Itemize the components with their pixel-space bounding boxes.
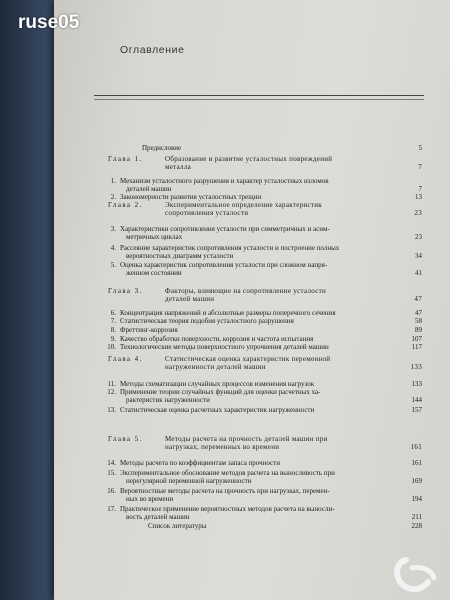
toc-entry-number: 11. [107,380,116,388]
toc-chapter-label: Глава 3. [108,287,143,295]
toc-page-number: 133 [411,380,422,388]
toc-entry-number: 5. [110,261,116,269]
toc-entry-title: ных во времени [126,495,174,503]
toc-entry-title: Статистическая оценка расчетных характеристик нагруженности [120,406,315,414]
toc-entry-title: нерегулярной переменной нагруженности [126,477,252,485]
toc-page-number: 144 [411,396,422,404]
toc-page-number: 169 [411,477,422,485]
toc-entry-number: 12. [107,388,116,396]
seller-watermark: ruse05 [18,12,80,33]
toc-entry-number: 16. [107,487,116,495]
toc-page-number: 47 [414,295,422,303]
toc-entry-title: Экспериментальное определение характеристик [165,201,322,209]
toc-entry-number: 17. [107,505,116,513]
toc-entry-title: Предисловие [142,144,182,152]
toc-entry-title: Характеристики сопротивления усталости при симметричных и асим- [120,225,330,233]
toc-page-number: 23 [415,233,422,241]
toc-chapter-label: Глава 2. [108,201,143,209]
toc-entry-number: 7. [110,317,116,325]
toc-entry-title: метричных циклах [126,233,183,241]
toc-page-number: 228 [411,522,422,530]
toc-entry-title: вость деталей машин [126,513,190,521]
toc-page-number: 161 [410,443,422,451]
toc-page-number: 107 [411,335,422,343]
toc-entry-title: Концентрация напряжений и абсолютные размеры поперечного сечения [120,309,336,317]
toc-entry-title: нагруженности деталей машин [165,363,266,371]
toc-entry-title: Фреттинг-коррозия [120,326,178,334]
toc-entry-title: Список литературы [148,522,207,530]
toc-entry-title: Методы схематизации случайных процессов изменения нагрузок [120,380,315,388]
toc-entry-title: Технологические методы поверхностного упрочнения деталей машин [120,343,329,351]
toc-entry-number: 1. [110,177,116,185]
toc-entry-title: Оценка характеристик сопротивления усталости при сложном напря- [120,261,328,269]
toc-entry-title: нагрузках, переменных во времени [165,443,280,451]
toc-page-number: 89 [415,326,422,334]
toc-entry-title: Статистическая теория подобия усталостного разрушения [120,317,294,325]
toc-page-number: 13 [415,193,422,201]
toc-entry-title: Рассеяние характеристик сопротивления усталости и построение полных [120,244,340,252]
toc-page-number: 117 [411,343,422,351]
toc-entry-number: 8. [110,326,116,334]
toc-entry-title: Механизм усталостного разрушения и характер усталостных изломов [120,177,329,185]
bazar-logo [392,556,440,594]
toc-entry-title: Экспериментальное обоснование методов расчета на выносливость при [120,469,335,477]
toc-page-number: 7 [418,185,422,193]
toc-entry-title: женном состоянии [126,269,182,277]
toc-page-number: 194 [411,495,422,503]
toc-entry-title: Практическое применение вероятностных методов расчета на выносли- [120,505,335,513]
toc-page-number: 58 [415,317,422,325]
toc-entry-title: Закономерности развития усталостных трещин [120,193,262,201]
toc-entry-title: рактеристик нагруженности [126,396,210,404]
toc-entry-title: Качество обработки поверхности, коррозия и частота испытания [120,335,314,343]
toc-page-number: 133 [410,363,422,371]
toc-page-number: 41 [415,269,422,277]
toc-chapter-label: Глава 1. [108,155,143,163]
toc-entry-title: Применение теории случайных функций для оценки расчетных ха- [120,388,321,396]
toc-entry-number: 9. [110,335,116,343]
toc-entry-title: деталей машин [165,295,215,303]
toc-entry-title: Методы расчета по коэффициентам запаса прочности [120,459,280,467]
toc-entry-title: Методы расчета на прочность деталей машин при [165,435,328,443]
toc-entry-number: 10. [107,343,116,351]
toc-entry-title: деталей машин [126,185,172,193]
toc-entry-title: металла [165,163,192,171]
toc-page-number: 211 [411,513,422,521]
toc-page-number: 161 [411,459,422,467]
toc-entry-number: 4. [110,244,116,252]
toc-entry-title: сопротивления усталости [165,209,249,217]
toc-entry-number: 2. [110,193,116,201]
toc-entry-number: 14. [107,459,116,467]
toc-entry-number: 3. [110,225,116,233]
toc-entry-title: Образование и развитие усталостных повреждений [165,155,333,163]
toc-page-number: 47 [415,309,422,317]
toc-page-number: 157 [411,406,422,414]
toc-chapter-label: Глава 4. [108,355,143,363]
toc-page-number: 5 [418,144,422,152]
toc-entry-title: Вероятностные методы расчета на прочность при нагрузках, перемен- [120,487,330,495]
toc-entry-title: Статистическая оценка характеристик переменной [165,355,331,363]
toc-entry-number: 6. [110,309,116,317]
toc-entry-title: вероятностных диаграмм усталости [126,252,234,260]
toc-entry-number: 13. [107,406,116,414]
toc-page-number: 23 [414,209,422,217]
page-heading: Оглавление [120,44,185,56]
toc-page-number: 7 [418,163,422,171]
toc-page-number: 34 [415,252,422,260]
toc-chapter-label: Глава 5. [108,435,143,443]
toc-entry-number: 15. [107,469,116,477]
toc-entry-title: Факторы, влияющие на сопротивление усталости [165,287,327,295]
